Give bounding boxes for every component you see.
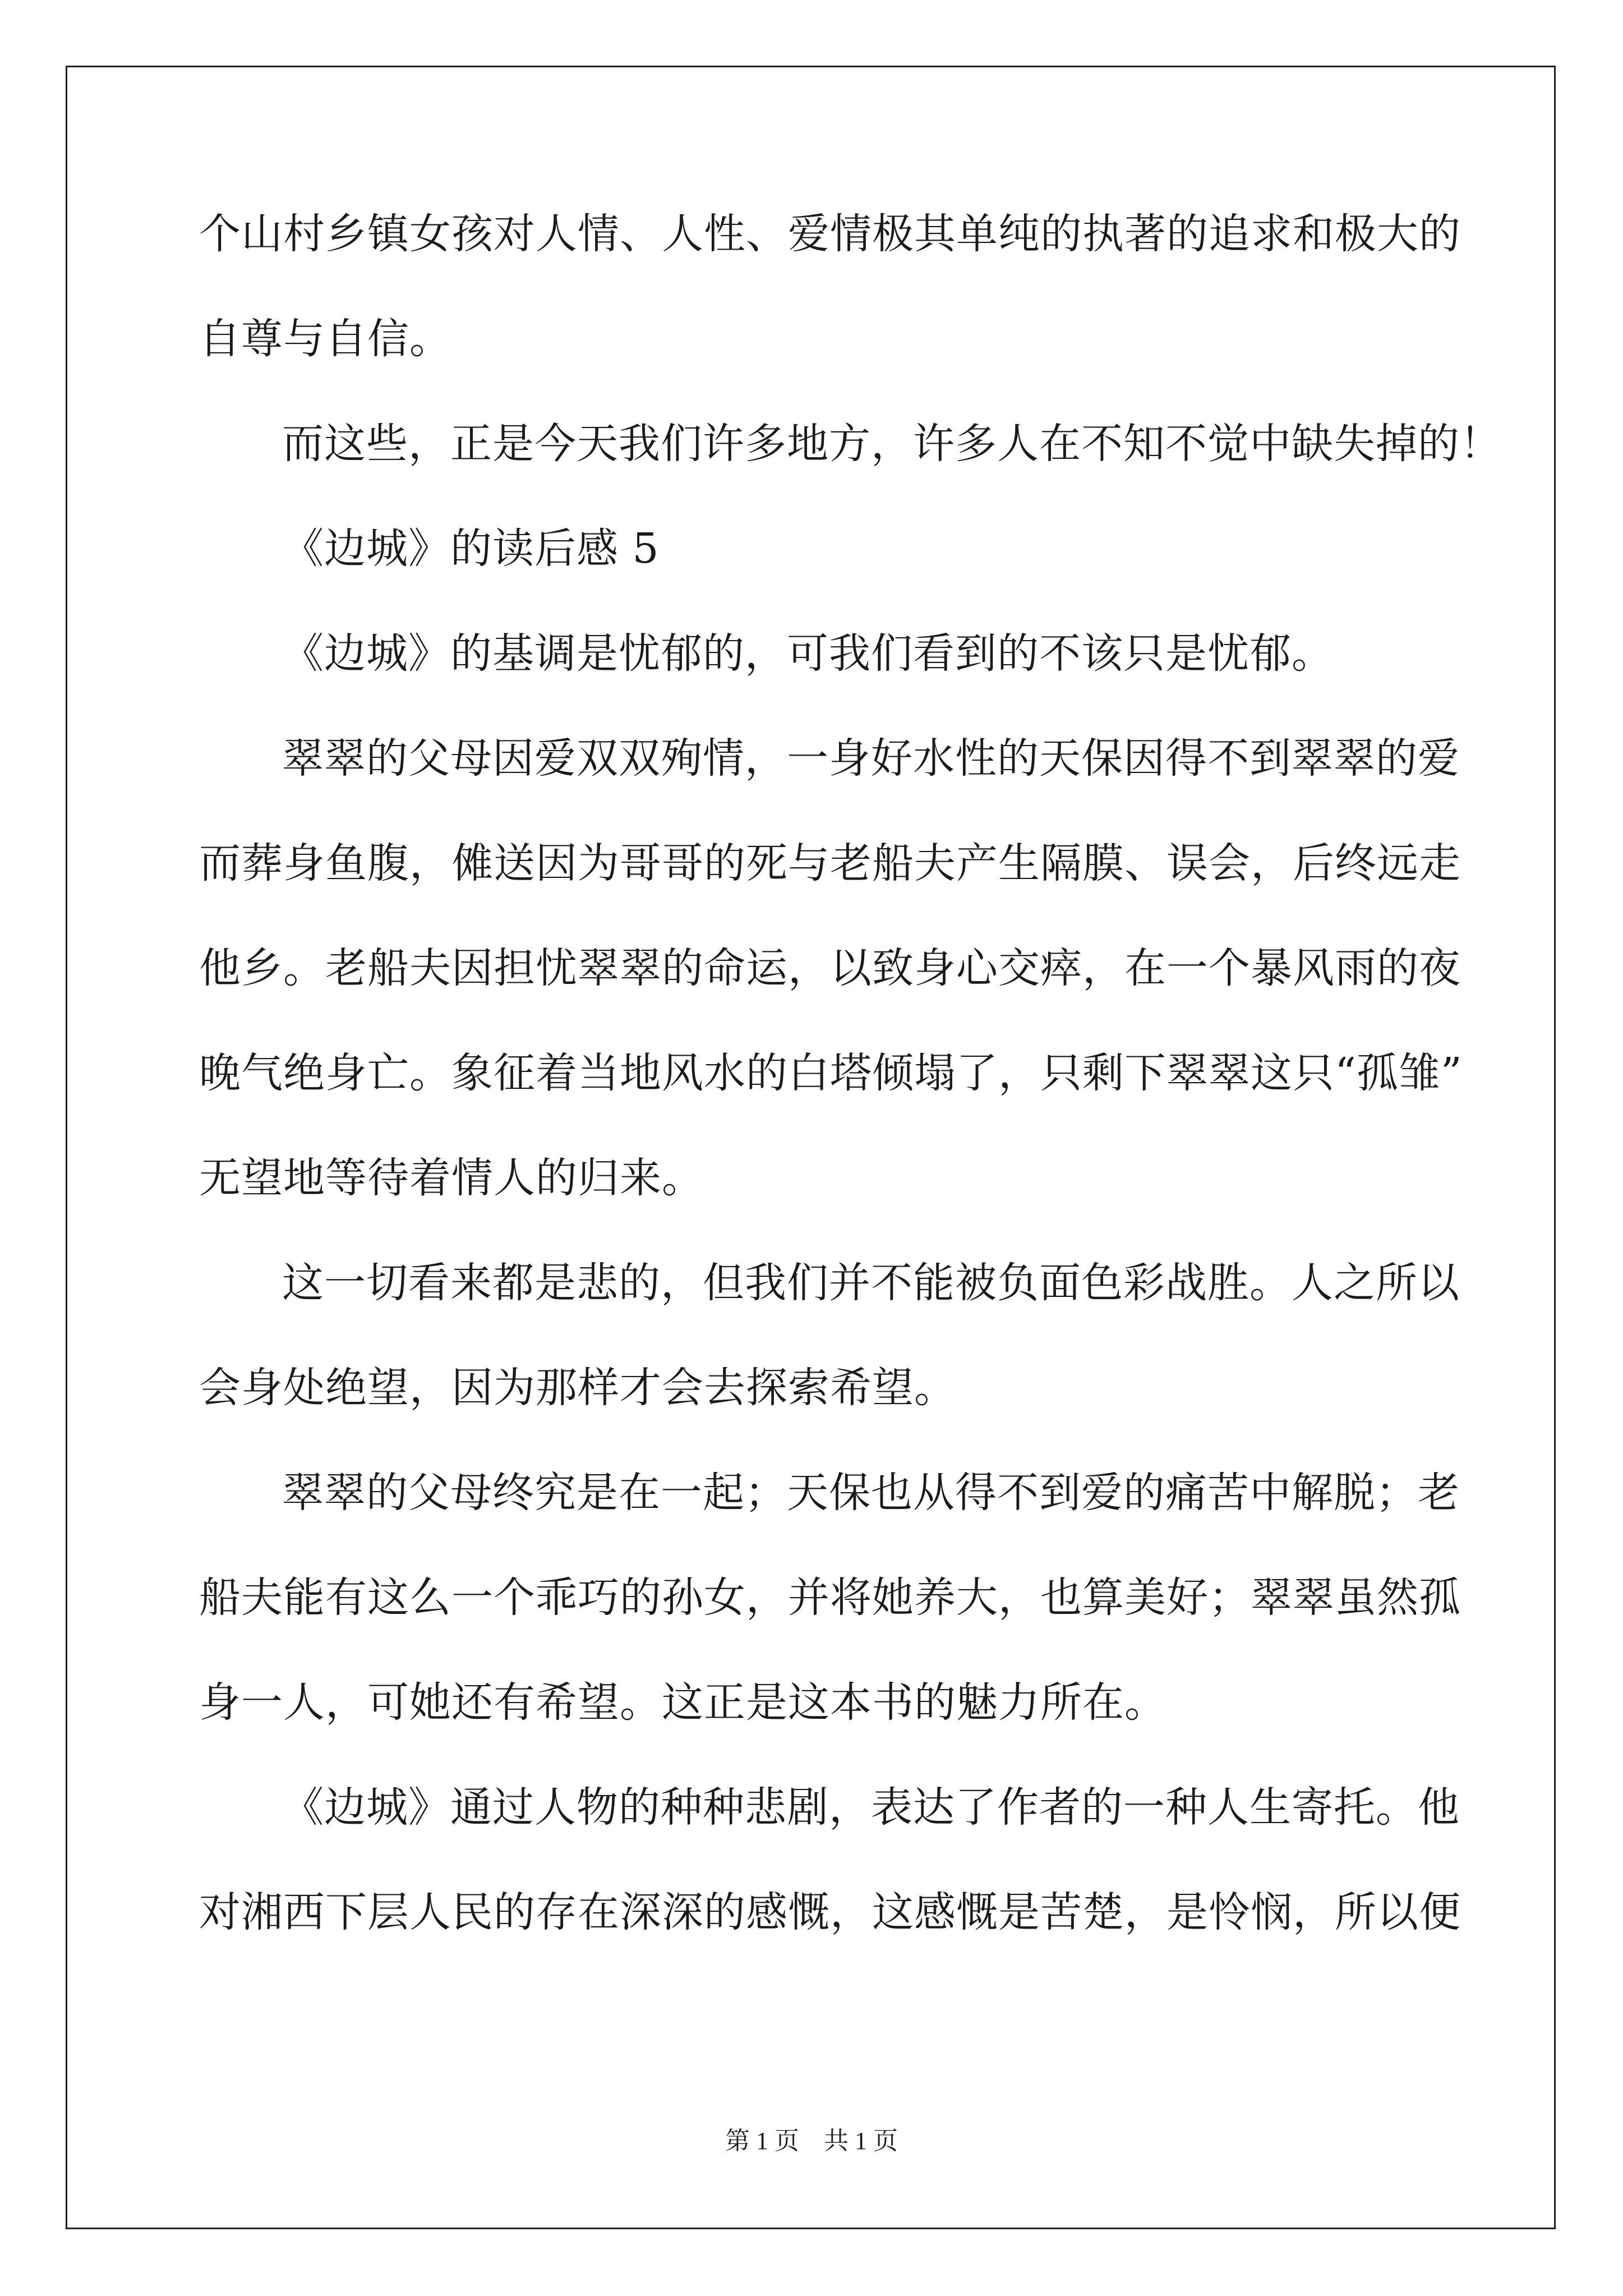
paragraph-line: 而这些，正是今天我们许多地方，许多人在不知不觉中缺失掉的！ bbox=[282, 420, 1502, 468]
section-heading: 《边城》的读后感 5 bbox=[282, 524, 660, 573]
text-line: 船夫能有这么一个乖巧的孙女，并将她养大，也算美好；翠翠虽然孤 bbox=[199, 1573, 1461, 1622]
paragraph-line: 这一切看来都是悲的，但我们并不能被负面色彩战胜。人之所以 bbox=[282, 1259, 1460, 1307]
text-line: 身一人，可她还有希望。这正是这本书的魅力所在。 bbox=[199, 1678, 1166, 1727]
paragraph-line: 《边城》的基调是忧郁的，可我们看到的不该只是忧郁。 bbox=[282, 629, 1334, 678]
paragraph-line: 《边城》通过人物的种种悲剧，表达了作者的一种人生寄托。他 bbox=[282, 1783, 1460, 1832]
page-number-footer: 第 1 页 共 1 页 bbox=[725, 2127, 898, 2155]
text-line: 他乡。老船夫因担忧翠翠的命运，以致身心交瘁，在一个暴风雨的夜 bbox=[199, 944, 1461, 992]
text-line: 会身处绝望，因为那样才会去探索希望。 bbox=[199, 1364, 956, 1412]
paragraph-line: 翠翠的父母因爱双双殉情，一身好水性的天保因得不到翠翠的爱 bbox=[282, 734, 1460, 783]
text-line: 对湘西下层人民的存在深深的感慨，这感慨是苦楚，是怜悯，所以便 bbox=[199, 1888, 1461, 1936]
text-line: 个山村乡镇女孩对人情、人性、爱情极其单纯的执著的追求和极大的 bbox=[199, 210, 1461, 258]
text-line: 晚气绝身亡。象征着当地风水的白塔倾塌了，只剩下翠翠这只“孤雏” bbox=[199, 1049, 1463, 1097]
text-line: 无望地等待着情人的归来。 bbox=[199, 1154, 704, 1202]
paragraph-line: 翠翠的父母终究是在一起；天保也从得不到爱的痛苦中解脱；老 bbox=[282, 1469, 1460, 1517]
text-line: 而葬身鱼腹，傩送因为哥哥的死与老船夫产生隔膜、误会，后终远走 bbox=[199, 839, 1461, 887]
text-line: 自尊与自信。 bbox=[199, 315, 451, 363]
